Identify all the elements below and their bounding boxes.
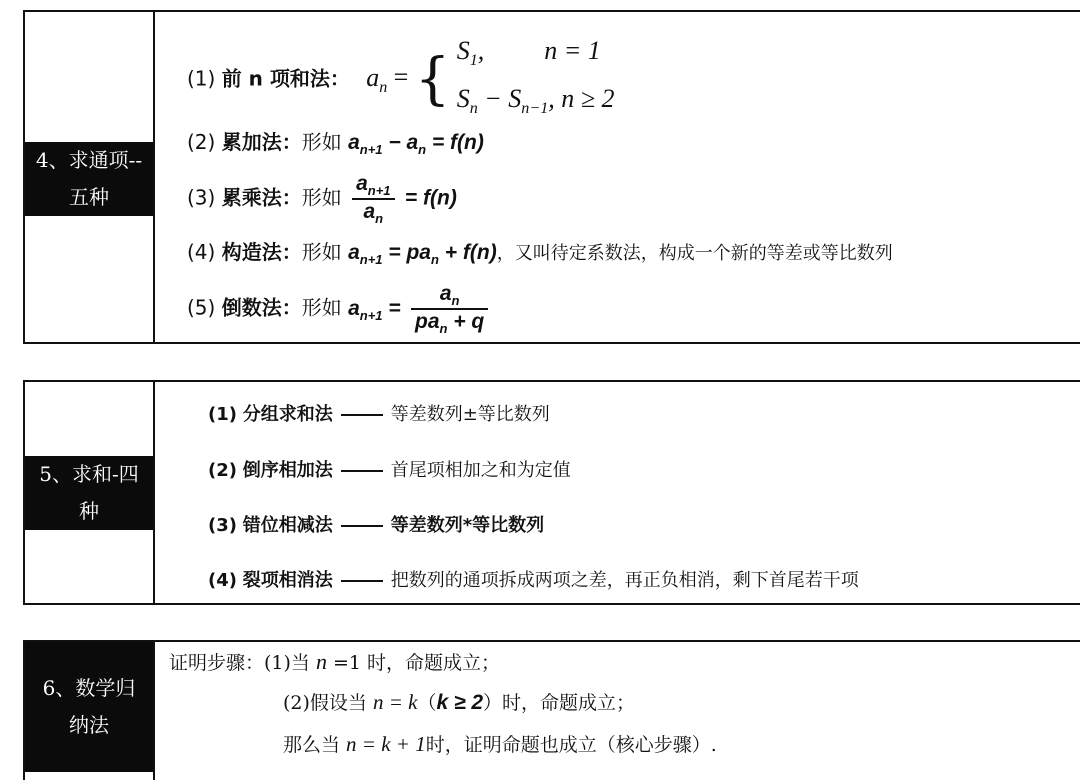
- method-name: 累加法: [221, 130, 282, 154]
- method-4-note: ，又叫待定系数法，构成一个新的等差或等比数列: [496, 243, 893, 264]
- sum-method-1: (1) 分组求和法 等差数列±等比数列: [208, 404, 550, 425]
- method-name: 倒数法: [221, 295, 282, 320]
- induction-step-3: 那么当 n = k + 1时，证明命题也成立（核心步骤）.: [283, 732, 717, 756]
- fraction: $\frac{a_{n+1}}{a_n}$: [352, 172, 394, 226]
- formula: $a_{n+1}$ =: [348, 296, 401, 323]
- section-6-table: [23, 640, 1080, 780]
- formula: $a_{n+1} = pa_n + f(n)$: [348, 241, 497, 268]
- section-4-label: 4、求通项-- 五种: [25, 142, 153, 216]
- brace: {: [414, 47, 451, 113]
- fraction: $\frac{a_n}{pa_n + q}$: [411, 282, 488, 336]
- section-4-table: [23, 10, 1080, 344]
- method-5-row: (5) 倒数法：形如 $a_{n+1}$ = $\frac{a_n}{pa_n + q}$: [187, 282, 492, 336]
- sum-method-4: (4) 裂项相消法 把数列的通项拆成两项之差，再正负相消，剩下首尾若干项: [208, 570, 859, 591]
- method-1-row: (1) 前 n 项和法： $a_n$ = { $S_1$, n = 1 $S_n - S_{n-1}$, n ≥ 2: [187, 32, 615, 128]
- induction-step-1: 证明步骤：(1)当 n =1 时，命题成立；: [169, 649, 501, 674]
- section-5-label-column: [25, 382, 155, 603]
- formula: $a_{n+1} - a_n = f(n)$: [348, 131, 484, 158]
- method-name: 构造法: [221, 240, 282, 264]
- piecewise-cases: $S_1$, n = 1 $S_n - S_{n-1}$, n ≥ 2: [456, 36, 615, 118]
- method-4-row: (4) 构造法：形如 $a_{n+1} = pa_n + f(n)$，又叫待定系数法，构成一个新的等差或等比数列: [187, 240, 893, 268]
- method-name: 前 n 项和法: [221, 66, 330, 91]
- sum-method-3: (3) 错位相减法 等差数列*等比数列: [208, 515, 545, 536]
- method-name: 累乘法: [221, 185, 282, 210]
- section-4-label-column: [25, 12, 155, 342]
- section-5-label: 5、求和-四 种: [25, 456, 153, 530]
- section-6-label: 6、数学归 纳法: [25, 642, 153, 772]
- section-6-label-column: [25, 642, 155, 780]
- method-3-row: (3) 累乘法：形如 $\frac{a_{n+1}}{a_n}$ = f(n): [187, 172, 457, 227]
- section-5-table: [23, 380, 1080, 605]
- sum-method-2: (2) 倒序相加法 首尾项相加之和为定值: [208, 460, 571, 481]
- formula-lhs: $a_n$: [366, 62, 388, 96]
- induction-step-2: (2)假设当 n = k（k ≥ 2）时，命题成立；: [283, 690, 636, 714]
- method-2-row: (2) 累加法：形如 $a_{n+1} - a_n = f(n)$: [187, 130, 484, 158]
